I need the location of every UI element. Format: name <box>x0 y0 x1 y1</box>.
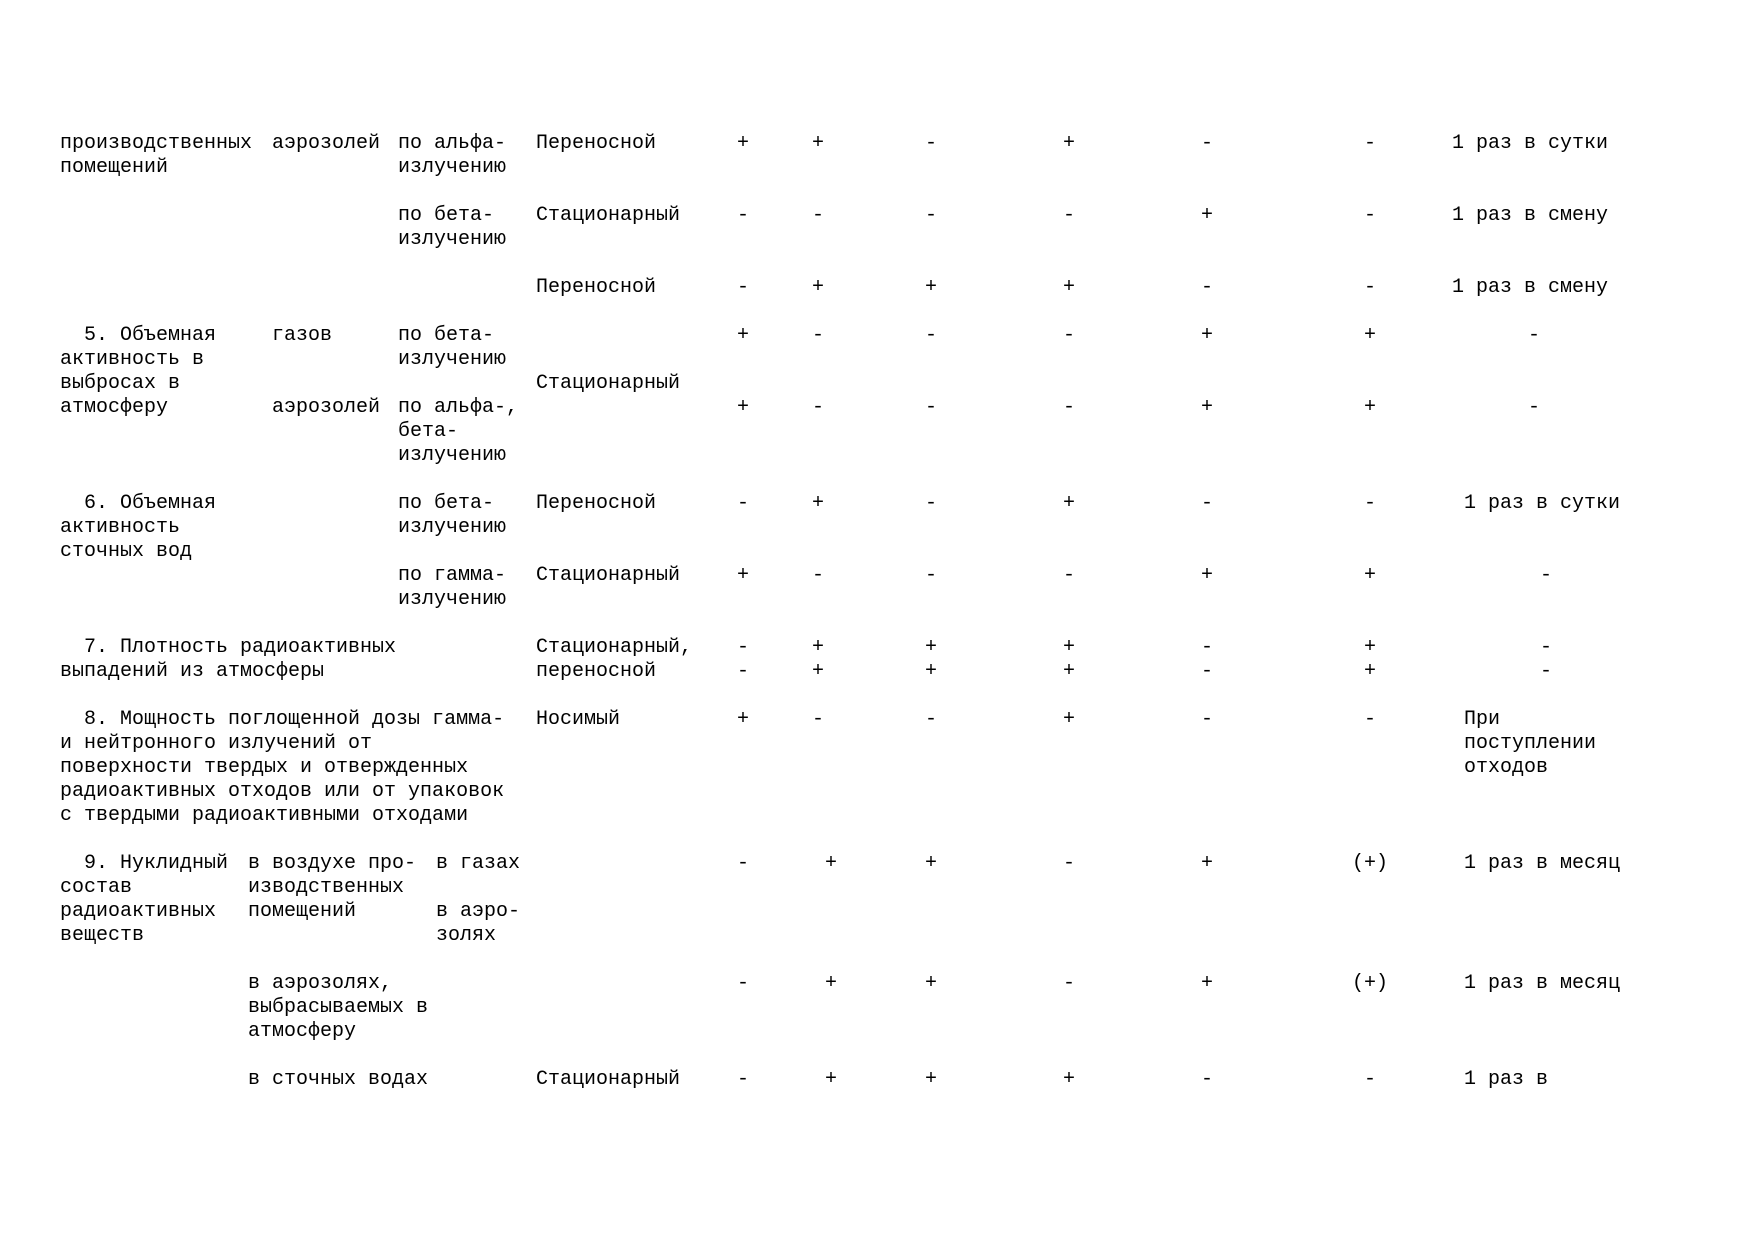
mark-cell: - <box>1364 132 1377 155</box>
device-cell: Стационарный, переносной <box>536 636 693 683</box>
mark-cell: - <box>812 564 825 587</box>
method-cell: по бета- излучению <box>398 204 507 251</box>
mark-cell: - <box>737 204 750 227</box>
mark-cell: + <box>1063 132 1076 155</box>
medium-cell: в сточных водах <box>248 1068 429 1091</box>
mark-cell: + <box>1201 564 1214 587</box>
mark-cell: - - <box>1201 636 1214 683</box>
mark-cell: - <box>925 396 938 419</box>
frequency-cell: 1 раз в месяц <box>1464 972 1621 995</box>
indicator-cell: 8. Мощность поглощенной дозы гамма- и нейтронного излучений от поверхности твердых и отвержденных радиоактивных отходов или от упаковок с твердыми радиоактивными отходами <box>60 708 505 827</box>
mark-cell: + <box>1063 1068 1076 1091</box>
mark-cell: - <box>812 708 825 731</box>
method-cell: по гамма- излучению <box>398 564 507 611</box>
mark-cell: - <box>812 396 825 419</box>
mark-cell: - <box>1063 324 1076 347</box>
frequency-cell: - - <box>1540 636 1553 683</box>
mark-cell: - <box>1364 1068 1377 1091</box>
mark-cell: - <box>925 708 938 731</box>
mark-cell: + <box>1201 324 1214 347</box>
mark-cell: + + <box>812 636 825 683</box>
mark-cell: - <box>1201 132 1214 155</box>
mark-cell: + <box>1063 492 1076 515</box>
mark-cell: + <box>812 276 825 299</box>
mark-cell: - <box>1201 492 1214 515</box>
mark-cell: + <box>1063 276 1076 299</box>
mark-cell: + <box>925 276 938 299</box>
mark-cell: + <box>1063 708 1076 731</box>
mark-cell: - <box>812 204 825 227</box>
mark-cell: (+) <box>1352 852 1389 875</box>
mark-cell: - <box>737 492 750 515</box>
device-cell: Стационарный <box>536 564 681 587</box>
method-cell: по альфа- излучению <box>398 132 507 179</box>
mark-cell: + <box>737 708 750 731</box>
mark-cell: - <box>925 324 938 347</box>
device-cell: Стационарный <box>536 204 681 227</box>
mark-cell: - <box>737 1068 750 1091</box>
mark-cell: - <box>737 276 750 299</box>
mark-cell: - <box>1063 972 1076 995</box>
mark-cell: + <box>925 972 938 995</box>
medium-cell: газов <box>272 324 333 347</box>
indicator-cell: производственных помещений <box>60 132 253 179</box>
mark-cell: + <box>737 324 750 347</box>
method-cell: в газах в аэро- золях <box>436 852 521 947</box>
device-cell: Стационарный <box>536 372 681 395</box>
mark-cell: - <box>812 324 825 347</box>
method-cell: по альфа-, бета- излучению <box>398 396 519 467</box>
frequency-cell: - <box>1528 324 1541 347</box>
device-cell: Стационарный <box>536 1068 681 1091</box>
frequency-cell: При поступлении отходов <box>1464 708 1597 779</box>
mark-cell: + <box>825 852 838 875</box>
mark-cell: - <box>925 132 938 155</box>
medium-cell: аэрозолей <box>272 396 381 419</box>
mark-cell: - <box>1063 204 1076 227</box>
mark-cell: + <box>1201 972 1214 995</box>
indicator-cell: 6. Объемная активность сточных вод <box>60 492 217 563</box>
mark-cell: - <box>1201 1068 1214 1091</box>
mark-cell: - <box>1364 492 1377 515</box>
frequency-cell: 1 раз в смену <box>1452 204 1609 227</box>
frequency-cell: 1 раз в сутки <box>1464 492 1621 515</box>
mark-cell: (+) <box>1352 972 1389 995</box>
indicator-cell: 9. Нуклидный состав радиоактивных веществ <box>60 852 229 947</box>
device-cell: Переносной <box>536 132 657 155</box>
mark-cell: - <box>1201 708 1214 731</box>
indicator-cell: 5. Объемная активность в выбросах в атмосферу <box>60 324 217 419</box>
medium-cell: в аэрозолях, выбрасываемых в атмосферу <box>248 972 429 1043</box>
mark-cell: - <box>1063 564 1076 587</box>
mark-cell: + <box>812 132 825 155</box>
medium-cell: аэрозолей <box>272 132 381 155</box>
mark-cell: + <box>737 564 750 587</box>
mark-cell: + + <box>925 636 938 683</box>
mark-cell: + <box>1364 396 1377 419</box>
device-cell: Переносной <box>536 276 657 299</box>
mark-cell: - <box>925 564 938 587</box>
mark-cell: - <box>737 972 750 995</box>
device-cell: Переносной <box>536 492 657 515</box>
mark-cell: + <box>1364 564 1377 587</box>
mark-cell: + <box>825 1068 838 1091</box>
mark-cell: + <box>737 396 750 419</box>
mark-cell: + <box>925 852 938 875</box>
mark-cell: - <box>1364 276 1377 299</box>
mark-cell: + <box>1201 204 1214 227</box>
mark-cell: - <box>737 852 750 875</box>
mark-cell: - <box>1364 708 1377 731</box>
frequency-cell: 1 раз в смену <box>1452 276 1609 299</box>
mark-cell: + + <box>1364 636 1377 683</box>
mark-cell: + <box>1364 324 1377 347</box>
mark-cell: + <box>812 492 825 515</box>
medium-cell: в воздухе про- изводственных помещений <box>248 852 417 923</box>
indicator-cell: 7. Плотность радиоактивных выпадений из атмосферы <box>60 636 397 683</box>
method-cell: по бета- излучению <box>398 492 507 539</box>
mark-cell: - - <box>737 636 750 683</box>
mark-cell: + <box>925 1068 938 1091</box>
mark-cell: + <box>1201 852 1214 875</box>
mark-cell: + <box>737 132 750 155</box>
mark-cell: - <box>1364 204 1377 227</box>
mark-cell: + + <box>1063 636 1076 683</box>
mark-cell: - <box>1201 276 1214 299</box>
mark-cell: - <box>925 204 938 227</box>
mark-cell: + <box>1201 396 1214 419</box>
mark-cell: - <box>1063 396 1076 419</box>
method-cell: по бета- излучению <box>398 324 507 371</box>
frequency-cell: 1 раз в <box>1464 1068 1549 1091</box>
frequency-cell: - <box>1540 564 1553 587</box>
mark-cell: + <box>825 972 838 995</box>
frequency-cell: - <box>1528 396 1541 419</box>
frequency-cell: 1 раз в сутки <box>1452 132 1609 155</box>
device-cell: Носимый <box>536 708 621 731</box>
frequency-cell: 1 раз в месяц <box>1464 852 1621 875</box>
mark-cell: - <box>925 492 938 515</box>
mark-cell: - <box>1063 852 1076 875</box>
